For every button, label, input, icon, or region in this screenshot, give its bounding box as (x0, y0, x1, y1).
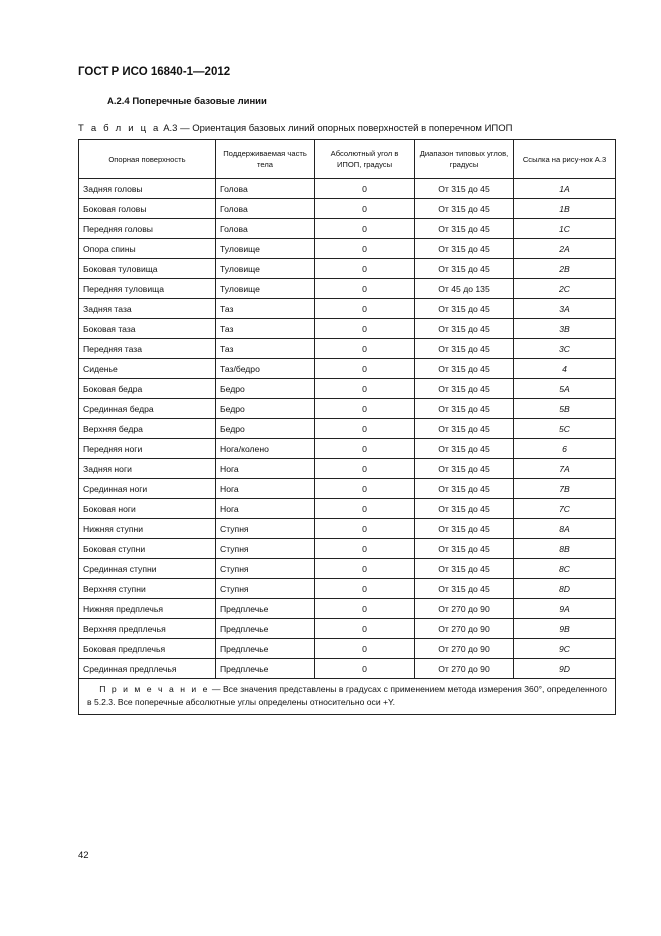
table-caption-label: Т а б л и ц а (78, 123, 161, 134)
cell-angle-range: От 315 до 45 (415, 379, 514, 399)
cell-angle-range: От 270 до 90 (415, 599, 514, 619)
cell-body-part: Ступня (216, 579, 315, 599)
cell-figure-ref: 6 (514, 439, 616, 459)
cell-body-part: Нога/колено (216, 439, 315, 459)
cell-absolute-angle: 0 (315, 419, 415, 439)
cell-body-part: Нога (216, 479, 315, 499)
table-note-label: П р и м е ч а н и е (99, 684, 210, 694)
cell-surface: Срединная ступни (79, 559, 216, 579)
page-number: 42 (78, 850, 89, 861)
cell-figure-ref: 1C (514, 219, 616, 239)
cell-absolute-angle: 0 (315, 379, 415, 399)
cell-surface: Задняя таза (79, 299, 216, 319)
cell-surface: Верхняя предплечья (79, 619, 216, 639)
cell-surface: Передняя головы (79, 219, 216, 239)
cell-figure-ref: 8C (514, 559, 616, 579)
cell-surface: Боковая туловища (79, 259, 216, 279)
cell-absolute-angle: 0 (315, 299, 415, 319)
table-row (79, 439, 616, 459)
table-row (79, 399, 616, 419)
cell-figure-ref: 9C (514, 639, 616, 659)
cell-absolute-angle: 0 (315, 499, 415, 519)
table-row (79, 559, 616, 579)
column-header-figure-ref: Ссылка на рису-нок А.3 (514, 140, 616, 179)
cell-absolute-angle: 0 (315, 179, 415, 199)
cell-angle-range: От 315 до 45 (415, 579, 514, 599)
cell-absolute-angle: 0 (315, 439, 415, 459)
cell-absolute-angle: 0 (315, 619, 415, 639)
cell-angle-range: От 315 до 45 (415, 259, 514, 279)
cell-figure-ref: 2C (514, 279, 616, 299)
cell-body-part: Нога (216, 459, 315, 479)
cell-absolute-angle: 0 (315, 659, 415, 679)
cell-figure-ref: 8D (514, 579, 616, 599)
table-note (79, 679, 616, 715)
cell-figure-ref: 1B (514, 199, 616, 219)
cell-body-part: Предплечье (216, 599, 315, 619)
cell-absolute-angle: 0 (315, 599, 415, 619)
cell-body-part: Таз (216, 299, 315, 319)
cell-figure-ref: 8A (514, 519, 616, 539)
cell-absolute-angle: 0 (315, 199, 415, 219)
table-row (79, 239, 616, 259)
table-body (79, 179, 616, 679)
cell-figure-ref: 5B (514, 399, 616, 419)
cell-body-part: Предплечье (216, 639, 315, 659)
column-header-body-part: Поддерживаемая часть тела (216, 140, 315, 179)
table-row (79, 459, 616, 479)
cell-surface: Срединная ноги (79, 479, 216, 499)
table-row (79, 659, 616, 679)
cell-surface: Задняя ноги (79, 459, 216, 479)
cell-angle-range: От 315 до 45 (415, 439, 514, 459)
cell-angle-range: От 315 до 45 (415, 219, 514, 239)
cell-angle-range: От 45 до 135 (415, 279, 514, 299)
table-row (79, 319, 616, 339)
cell-figure-ref: 1A (514, 179, 616, 199)
cell-absolute-angle: 0 (315, 359, 415, 379)
cell-surface: Передняя туловища (79, 279, 216, 299)
cell-absolute-angle: 0 (315, 459, 415, 479)
cell-figure-ref: 9B (514, 619, 616, 639)
column-header-surface: Опорная поверхность (79, 140, 216, 179)
cell-absolute-angle: 0 (315, 319, 415, 339)
table-row (79, 639, 616, 659)
table-row (79, 519, 616, 539)
cell-body-part: Голова (216, 199, 315, 219)
cell-surface: Срединная предплечья (79, 659, 216, 679)
table-row (79, 359, 616, 379)
table-row (79, 379, 616, 399)
cell-angle-range: От 315 до 45 (415, 419, 514, 439)
document-header: ГОСТ Р ИСО 16840-1—2012 (78, 66, 231, 78)
cell-angle-range: От 315 до 45 (415, 299, 514, 319)
cell-figure-ref: 2B (514, 259, 616, 279)
cell-angle-range: От 315 до 45 (415, 399, 514, 419)
table-caption-text: А.3 — Ориентация базовых линий опорных поверхностей в поперечном ИПОП (163, 123, 513, 134)
cell-figure-ref: 5A (514, 379, 616, 399)
cell-surface: Срединная бедра (79, 399, 216, 419)
table-row (79, 299, 616, 319)
table-row (79, 339, 616, 359)
cell-figure-ref: 2A (514, 239, 616, 259)
cell-surface: Боковая бедра (79, 379, 216, 399)
cell-surface: Передняя ноги (79, 439, 216, 459)
cell-absolute-angle: 0 (315, 219, 415, 239)
cell-angle-range: От 270 до 90 (415, 639, 514, 659)
table-row (79, 599, 616, 619)
cell-surface: Нижняя предплечья (79, 599, 216, 619)
cell-absolute-angle: 0 (315, 639, 415, 659)
cell-surface: Верхняя ступни (79, 579, 216, 599)
cell-body-part: Предплечье (216, 659, 315, 679)
table-row (79, 179, 616, 199)
cell-absolute-angle: 0 (315, 579, 415, 599)
cell-surface: Боковая ступни (79, 539, 216, 559)
table-row (79, 479, 616, 499)
cell-absolute-angle: 0 (315, 399, 415, 419)
cell-body-part: Туловище (216, 239, 315, 259)
cell-angle-range: От 315 до 45 (415, 339, 514, 359)
cell-surface: Боковая предплечья (79, 639, 216, 659)
cell-body-part: Таз (216, 319, 315, 339)
cell-surface: Верхняя бедра (79, 419, 216, 439)
cell-angle-range: От 315 до 45 (415, 179, 514, 199)
table-row (79, 199, 616, 219)
cell-absolute-angle: 0 (315, 519, 415, 539)
table-row (79, 619, 616, 639)
cell-angle-range: От 315 до 45 (415, 519, 514, 539)
cell-body-part: Ступня (216, 519, 315, 539)
table-row (79, 219, 616, 239)
cell-angle-range: От 270 до 90 (415, 659, 514, 679)
cell-body-part: Голова (216, 219, 315, 239)
cell-angle-range: От 315 до 45 (415, 479, 514, 499)
cell-surface: Боковая головы (79, 199, 216, 219)
table-row (79, 539, 616, 559)
cell-figure-ref: 8B (514, 539, 616, 559)
cell-surface: Опора спины (79, 239, 216, 259)
cell-absolute-angle: 0 (315, 239, 415, 259)
cell-body-part: Туловище (216, 279, 315, 299)
cell-absolute-angle: 0 (315, 259, 415, 279)
cell-angle-range: От 315 до 45 (415, 559, 514, 579)
cell-figure-ref: 4 (514, 359, 616, 379)
cell-angle-range: От 315 до 45 (415, 239, 514, 259)
cell-angle-range: От 315 до 45 (415, 319, 514, 339)
cell-absolute-angle: 0 (315, 339, 415, 359)
cell-figure-ref: 7C (514, 499, 616, 519)
cell-body-part: Голова (216, 179, 315, 199)
cell-body-part: Нога (216, 499, 315, 519)
table-row (79, 499, 616, 519)
cell-figure-ref: 3A (514, 299, 616, 319)
cell-surface: Передняя таза (79, 339, 216, 359)
cell-angle-range: От 315 до 45 (415, 499, 514, 519)
cell-absolute-angle: 0 (315, 479, 415, 499)
cell-figure-ref: 3C (514, 339, 616, 359)
cell-angle-range: От 315 до 45 (415, 359, 514, 379)
table-caption (78, 123, 512, 134)
table-row (79, 259, 616, 279)
cell-body-part: Бедро (216, 419, 315, 439)
column-header-angle-range: Диапазон типовых углов, градусы (415, 140, 514, 179)
column-header-absolute-angle: Абсолютный угол в ИПОП, градусы (315, 140, 415, 179)
cell-absolute-angle: 0 (315, 539, 415, 559)
reference-lines-table (78, 139, 616, 715)
table-row (79, 279, 616, 299)
table-note-row (79, 679, 616, 715)
table-note-text: — Все значения представлены в градусах с применением метода измерения 360°, определенного в 5.2.3. Все поперечные абсолютные углы определены относительно оси +Y. (87, 684, 607, 707)
cell-body-part: Туловище (216, 259, 315, 279)
table-row (79, 419, 616, 439)
table-row (79, 579, 616, 599)
table-header-row (79, 140, 616, 179)
cell-figure-ref: 7B (514, 479, 616, 499)
cell-surface: Нижняя ступни (79, 519, 216, 539)
cell-angle-range: От 315 до 45 (415, 459, 514, 479)
cell-body-part: Таз (216, 339, 315, 359)
cell-surface: Сиденье (79, 359, 216, 379)
cell-surface: Задняя головы (79, 179, 216, 199)
cell-figure-ref: 3B (514, 319, 616, 339)
cell-body-part: Таз/бедро (216, 359, 315, 379)
cell-figure-ref: 7A (514, 459, 616, 479)
cell-body-part: Бедро (216, 379, 315, 399)
cell-angle-range: От 270 до 90 (415, 619, 514, 639)
cell-absolute-angle: 0 (315, 559, 415, 579)
section-heading: А.2.4 Поперечные базовые линии (107, 96, 267, 107)
cell-body-part: Бедро (216, 399, 315, 419)
cell-surface: Боковая ноги (79, 499, 216, 519)
cell-body-part: Ступня (216, 539, 315, 559)
cell-body-part: Ступня (216, 559, 315, 579)
cell-figure-ref: 9D (514, 659, 616, 679)
cell-absolute-angle: 0 (315, 279, 415, 299)
cell-body-part: Предплечье (216, 619, 315, 639)
cell-figure-ref: 5C (514, 419, 616, 439)
cell-figure-ref: 9A (514, 599, 616, 619)
cell-angle-range: От 315 до 45 (415, 539, 514, 559)
cell-angle-range: От 315 до 45 (415, 199, 514, 219)
cell-surface: Боковая таза (79, 319, 216, 339)
